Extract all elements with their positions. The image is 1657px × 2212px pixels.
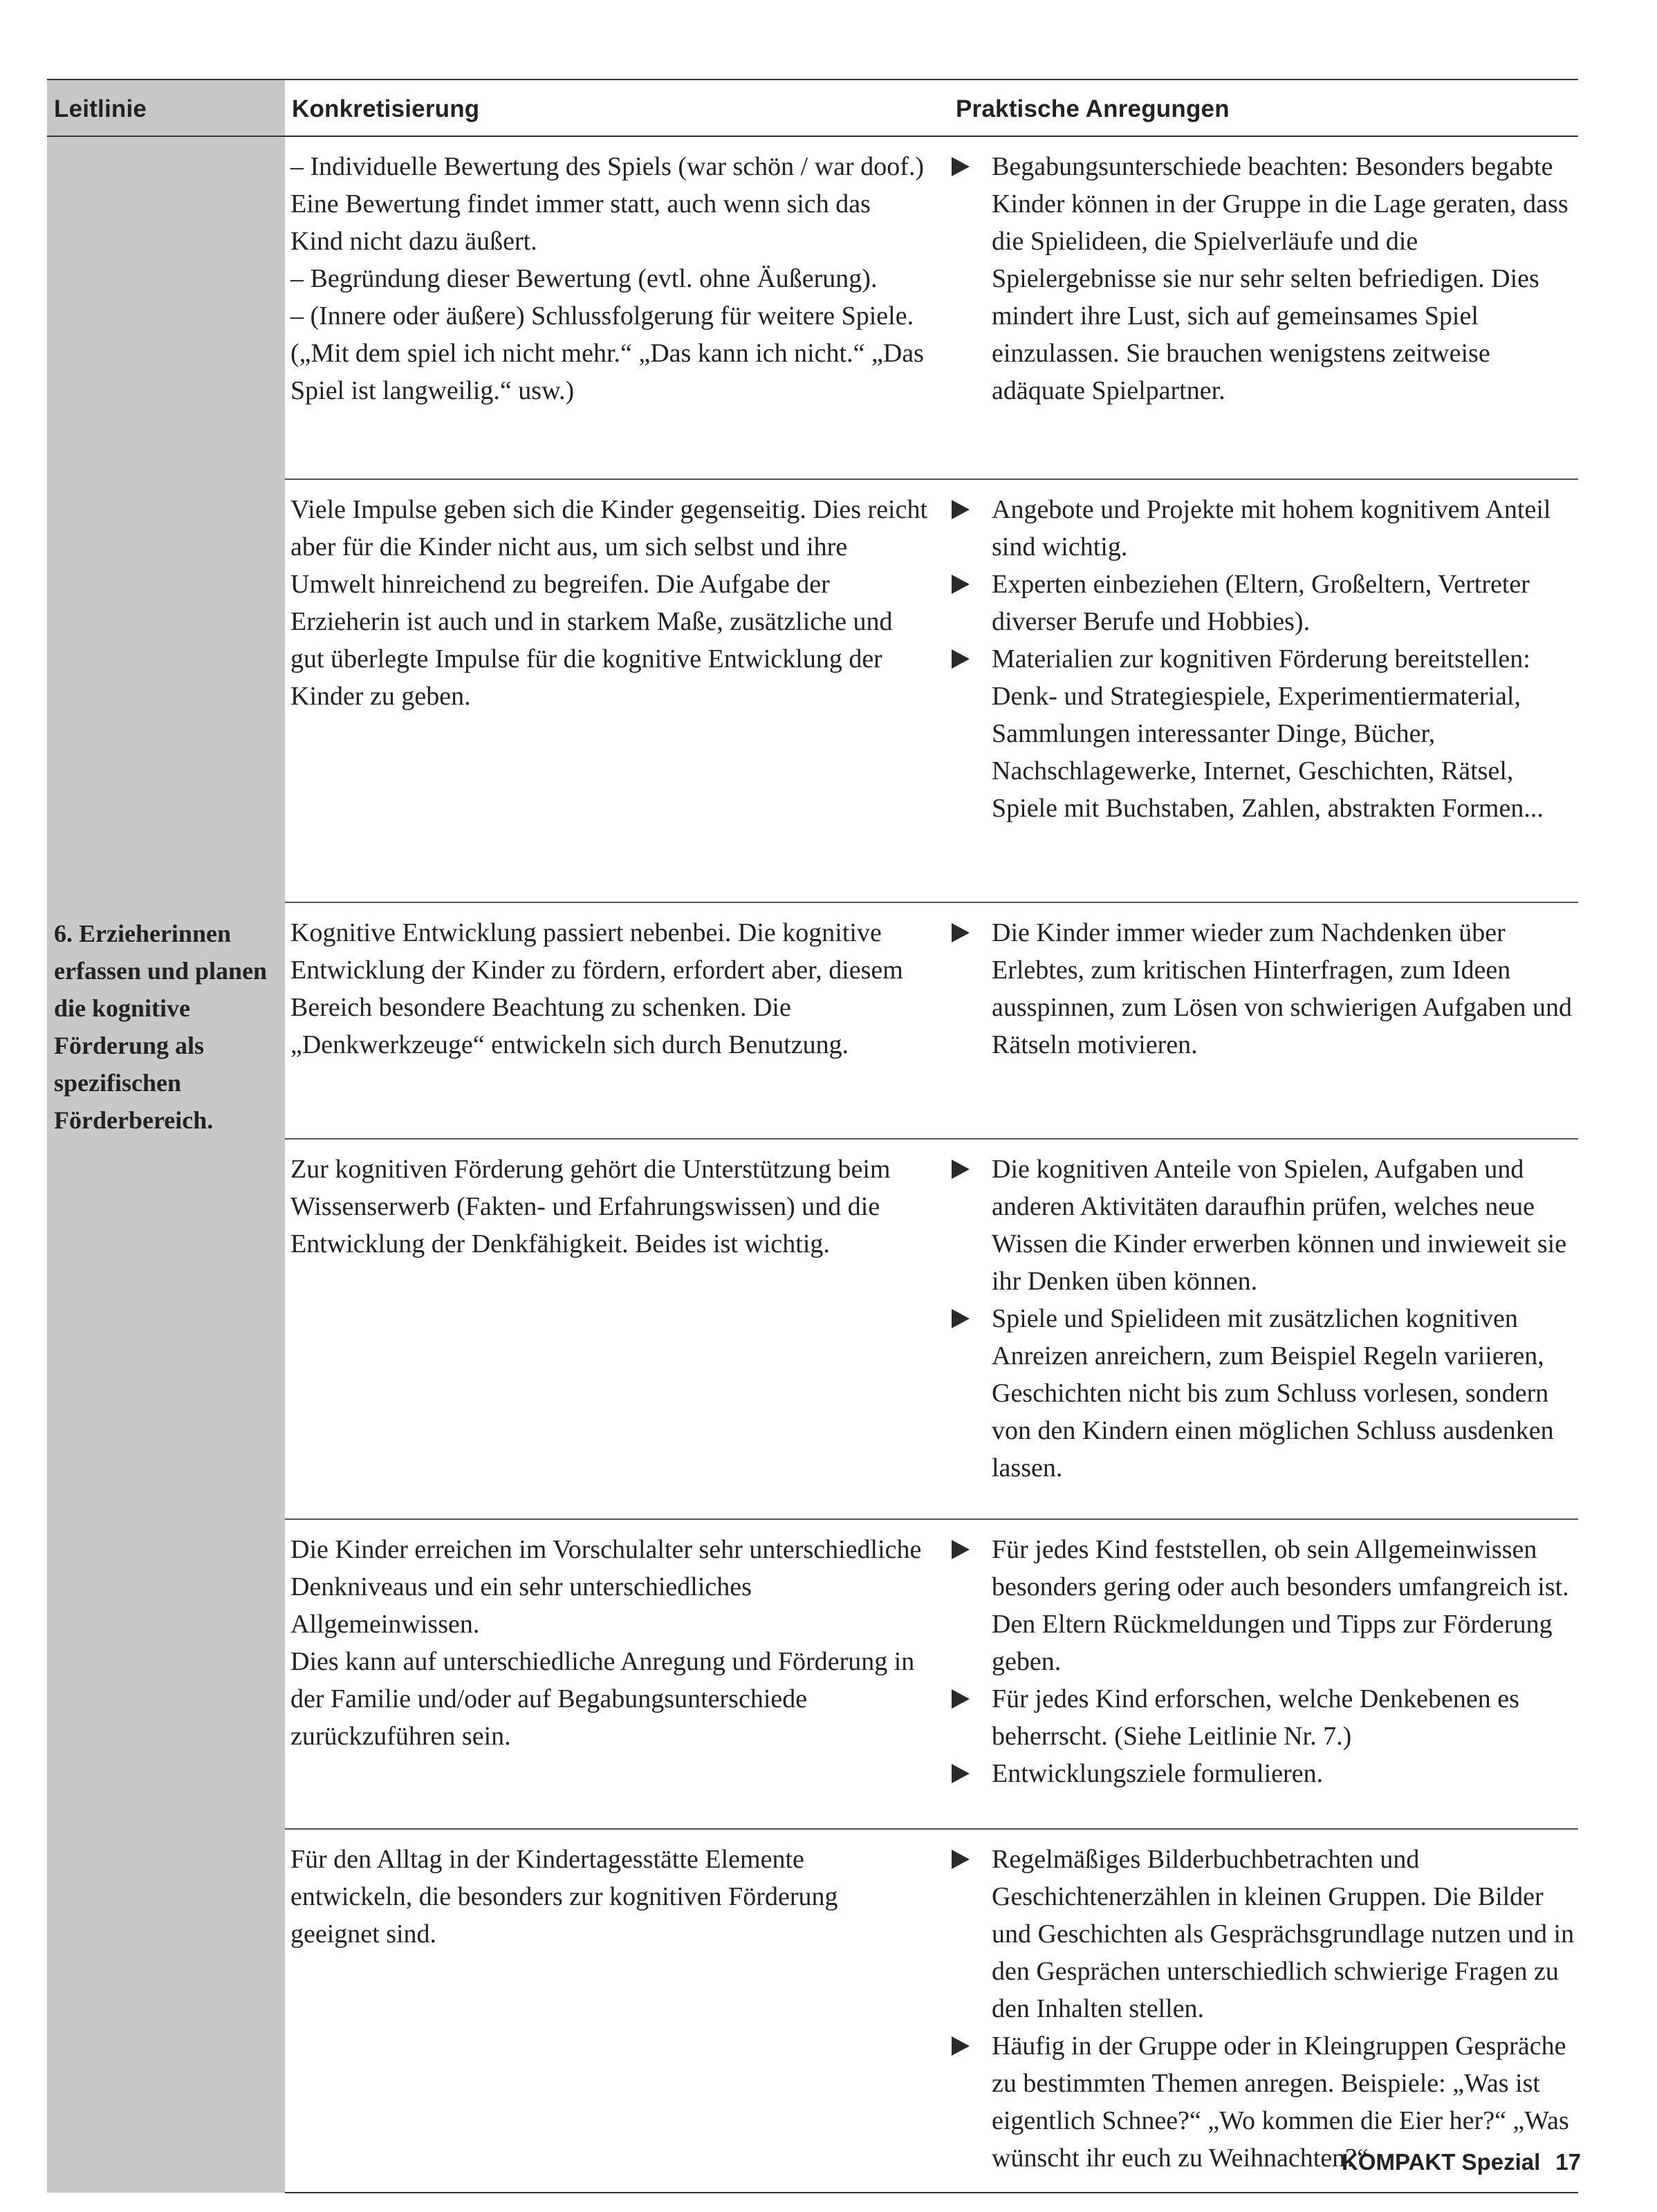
anregung-text: Die kognitiven Anteile von Spielen, Aufgaben und anderen Aktivitäten daraufhin prüfen, welches neue Wissen die Kinder erwerben können und inwieweit sie ihr Denken üben können. — [992, 1155, 1567, 1296]
bullet-triangle-icon — [952, 157, 970, 176]
anregung-text: Angebote und Projekte mit hohem kognitivem Anteil sind wichtig. — [992, 495, 1551, 561]
leitlinie-cell — [47, 136, 285, 479]
leitlinie-cell — [47, 1519, 285, 1829]
konkretisierung-cell — [285, 1519, 949, 1829]
bullet-triangle-icon — [952, 1689, 970, 1709]
anregungen-cell — [949, 1829, 1578, 2193]
bullet-triangle-icon — [952, 649, 970, 669]
table-row — [47, 1829, 1578, 2193]
konkretisierung-paragraph: – (Innere oder äußere) Schlussfolgerung für weitere Spiele. („Mit dem spiel ich nicht mehr.“ „Das kann ich nicht.“ „Das Spiel ist langweilig.“ usw.) — [290, 301, 924, 405]
konkretisierung-paragraph: Die Kinder erreichen im Vorschulalter sehr unterschiedliche Denkniveaus und ein sehr unterschiedliches Allgemeinwissen. — [290, 1535, 922, 1639]
konkretisierung-paragraph: – Begründung dieser Bewertung (evtl. ohne Äußerung). — [290, 264, 878, 293]
publication-name: KOMPAKT Spezial — [1342, 2149, 1541, 2175]
list-item — [949, 914, 1578, 1063]
table-row — [47, 136, 1578, 479]
anregungen-cell — [949, 902, 1578, 1139]
table-row — [47, 479, 1578, 902]
anregung-text: Experten einbeziehen (Eltern, Großeltern, Vertreter diverser Berufe und Hobbies). — [992, 570, 1530, 636]
header-konkretisierung: Konkretisierung — [285, 80, 949, 136]
anregungen-list — [949, 148, 1578, 409]
table-row — [47, 1519, 1578, 1829]
list-item — [949, 1680, 1578, 1755]
anregung-text: Regelmäßiges Bilderbuchbetrachten und Geschichtenerzählen in kleinen Gruppen. Die Bilder und Geschichten als Gesprächsgrundlage nutzen und in den Gesprächen unterschiedlich schwierige Fragen zu den Inhalten stellen. — [992, 1845, 1575, 2023]
konkretisierung-cell — [285, 902, 949, 1139]
bullet-triangle-icon — [952, 575, 970, 594]
konkretisierung-cell — [285, 1139, 949, 1519]
konkretisierung-cell — [285, 479, 949, 902]
list-item — [949, 566, 1578, 640]
bullet-triangle-icon — [952, 1160, 970, 1179]
page-number: 17 — [1555, 2149, 1581, 2175]
konkretisierung-paragraph: Dies kann auf unterschiedliche Anregung und Förderung in der Familie und/oder auf Begabungsunterschiede zurückzuführen sein. — [290, 1647, 915, 1751]
leitlinie-cell — [47, 1139, 285, 1519]
anregung-text: Die Kinder immer wieder zum Nachdenken über Erlebtes, zum kritischen Hinterfragen, zum Ideen ausspinnen, zum Lösen von schwierigen Aufgaben und Rätseln motivieren. — [992, 918, 1572, 1059]
konkretisierung-paragraph: Für den Alltag in der Kindertagesstätte Elemente entwickeln, die besonders zur kognitiven Förderung geeignet sind. — [290, 1845, 838, 1949]
page-footer — [1342, 2149, 1581, 2175]
anregung-text: Für jedes Kind feststellen, ob sein Allgemeinwissen besonders gering oder auch besonders umfangreich ist. Den Eltern Rückmeldungen und Tipps zur Förderung geben. — [992, 1535, 1569, 1676]
konkretisierung-cell — [285, 1829, 949, 2193]
list-item — [949, 1755, 1578, 1792]
bullet-triangle-icon — [952, 500, 970, 519]
anregung-text: Spiele und Spielideen mit zusätzlichen kognitiven Anreizen anreichern, zum Beispiel Regeln variieren, Geschichten nicht bis zum Schluss vorlesen, sondern von den Kindern einen möglichen Schluss ausdenken lassen. — [992, 1304, 1554, 1483]
leitlinie-cell — [47, 1829, 285, 2193]
anregungen-cell — [949, 479, 1578, 902]
bullet-triangle-icon — [952, 1309, 970, 1328]
anregung-text: Materialien zur kognitiven Förderung bereitstellen: Denk- und Strategiespiele, Experimentiermaterial, Sammlungen interessanter Dinge, Bücher, Nachschlagewerke, Internet, Geschichten, Rätsel, Spiele mit Buchstaben, Zahlen, abstrakten Formen... — [992, 644, 1544, 823]
leitlinie-cell: 6. Erzieherinnen erfassen und planen die kognitive Förderung als spezifischen Förderbereich. — [47, 902, 285, 1139]
list-item — [949, 1300, 1578, 1487]
anregungen-list — [949, 1531, 1578, 1792]
konkretisierung-paragraph: Zur kognitiven Förderung gehört die Unterstützung beim Wissenserwerb (Fakten- und Erfahrungswissen) und die Entwicklung der Denkfähigkeit. Beides ist wichtig. — [290, 1155, 891, 1258]
anregungen-list — [949, 914, 1578, 1063]
konkretisierung-cell — [285, 136, 949, 479]
leitlinie-cell — [47, 479, 285, 902]
anregung-text: Häufig in der Gruppe oder in Kleingruppen Gespräche zu bestimmten Themen anregen. Beispiele: „Was ist eigentlich Schnee?“ „Wo kommen die Eier her?“ „Was wünscht ihr euch zu Weihnachten?“ — [992, 2032, 1569, 2173]
bullet-triangle-icon — [952, 923, 970, 942]
header-anregungen: Praktische Anregungen — [949, 80, 1578, 136]
table-row — [47, 1139, 1578, 1519]
bullet-triangle-icon — [952, 1850, 970, 1869]
bullet-triangle-icon — [952, 1764, 970, 1783]
anregungen-list — [949, 1151, 1578, 1487]
anregungen-list — [949, 1841, 1578, 2177]
anregung-text: Für jedes Kind erforschen, welche Denkebenen es beherrscht. (Siehe Leitlinie Nr. 7.) — [992, 1684, 1519, 1751]
konkretisierung-paragraph: Kognitive Entwicklung passiert nebenbei. Die kognitive Entwicklung der Kinder zu fördern, erfordert aber, diesem Bereich besondere Beachtung zu schenken. Die „Denkwerkzeuge“ entwickeln sich durch Benutzung. — [290, 918, 903, 1059]
list-item — [949, 491, 1578, 566]
anregungen-cell — [949, 1519, 1578, 1829]
anregungen-cell — [949, 1139, 1578, 1519]
anregung-text: Begabungsunterschiede beachten: Besonders begabte Kinder können in der Gruppe in die Lage geraten, dass die Spielideen, die Spielverläufe und die Spielergebnisse sie nur sehr selten befriedigen. Dies mindert ihre Lust, sich auf gemeinsames Spiel einzulassen. Sie brauchen wenigstens zeitweise adäquate Spielpartner. — [992, 152, 1568, 405]
anregungen-cell — [949, 136, 1578, 479]
anregungen-list — [949, 491, 1578, 827]
header-leitlinie: Leitlinie — [47, 80, 285, 136]
guideline-table — [47, 80, 1578, 2193]
konkretisierung-paragraph: – Individuelle Bewertung des Spiels (war schön / war doof.) Eine Bewertung findet immer statt, auch wenn sich das Kind nicht dazu äußert. — [290, 152, 925, 256]
bullet-triangle-icon — [952, 1540, 970, 1559]
guideline-table-container — [47, 79, 1578, 2193]
table-header-row — [47, 80, 1578, 136]
list-item — [949, 1531, 1578, 1680]
list-item — [949, 148, 1578, 409]
anregung-text: Entwicklungsziele formulieren. — [992, 1759, 1324, 1788]
bullet-triangle-icon — [952, 2036, 970, 2056]
list-item — [949, 1841, 1578, 2027]
konkretisierung-paragraph: Viele Impulse geben sich die Kinder gegenseitig. Dies reicht aber für die Kinder nicht aus, um sich selbst und ihre Umwelt hinreichend zu begreifen. Die Aufgabe der Erzieherin ist auch und in starkem Maße, zusätzliche und gut überlegte Impulse für die kognitive Entwicklung der Kinder zu geben. — [290, 495, 928, 711]
list-item — [949, 1151, 1578, 1300]
list-item — [949, 640, 1578, 827]
table-row — [47, 902, 1578, 1139]
